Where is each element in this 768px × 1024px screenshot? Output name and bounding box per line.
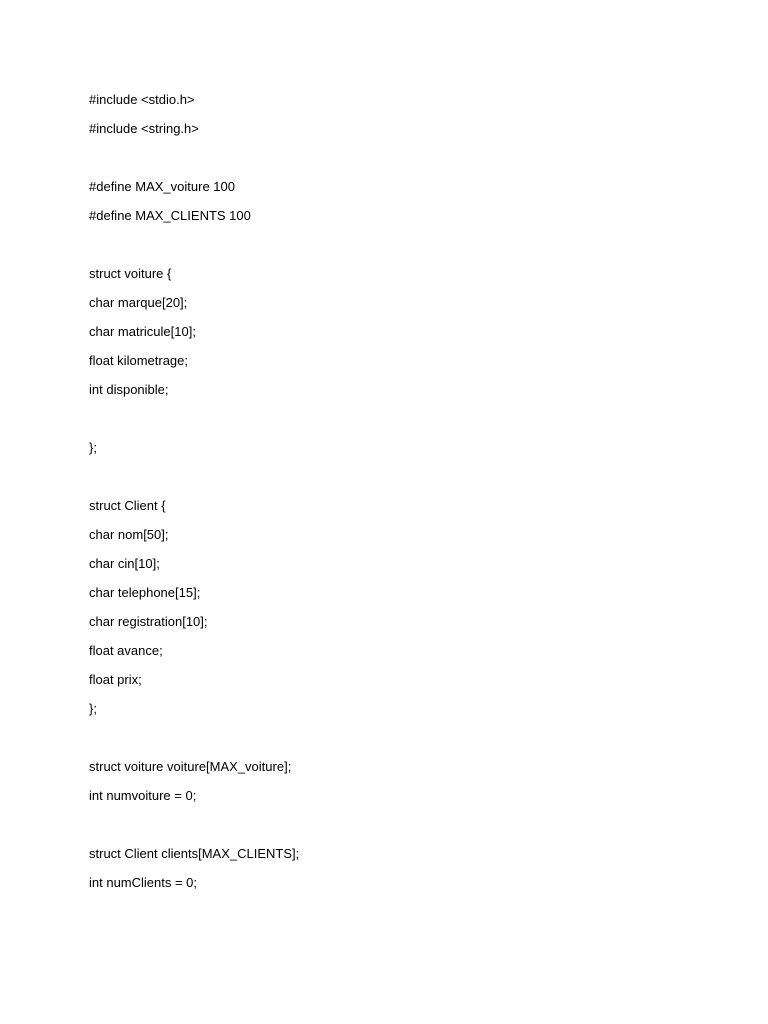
- code-line: #include <stdio.h>: [89, 92, 195, 107]
- code-line: char nom[50];: [89, 527, 169, 542]
- code-line: char telephone[15];: [89, 585, 201, 600]
- blank-line: [89, 467, 709, 496]
- code-block: [89, 90, 709, 902]
- code-line: struct voiture {: [89, 266, 172, 281]
- code-line: int numClients = 0;: [89, 875, 198, 890]
- blank-line: [89, 148, 709, 177]
- blank-line: [89, 728, 709, 757]
- code-line: struct Client clients[MAX_CLIENTS];: [89, 846, 300, 861]
- code-line: #include <string.h>: [89, 121, 199, 136]
- blank-line: [89, 815, 709, 844]
- code-line: char marque[20];: [89, 295, 188, 310]
- code-line: int numvoiture = 0;: [89, 788, 197, 803]
- code-line: int disponible;: [89, 382, 169, 397]
- code-line: #define MAX_voiture 100: [89, 179, 235, 194]
- code-line: float prix;: [89, 672, 142, 687]
- code-line: };: [89, 701, 97, 716]
- blank-line: [89, 235, 709, 264]
- code-line: };: [89, 440, 97, 455]
- code-line: struct voiture voiture[MAX_voiture];: [89, 759, 292, 774]
- code-line: float kilometrage;: [89, 353, 188, 368]
- code-line: #define MAX_CLIENTS 100: [89, 208, 251, 223]
- code-line: float avance;: [89, 643, 163, 658]
- code-line: char matricule[10];: [89, 324, 196, 339]
- code-line: char cin[10];: [89, 556, 160, 571]
- code-line: struct Client {: [89, 498, 166, 513]
- code-line: char registration[10];: [89, 614, 208, 629]
- blank-line: [89, 409, 709, 438]
